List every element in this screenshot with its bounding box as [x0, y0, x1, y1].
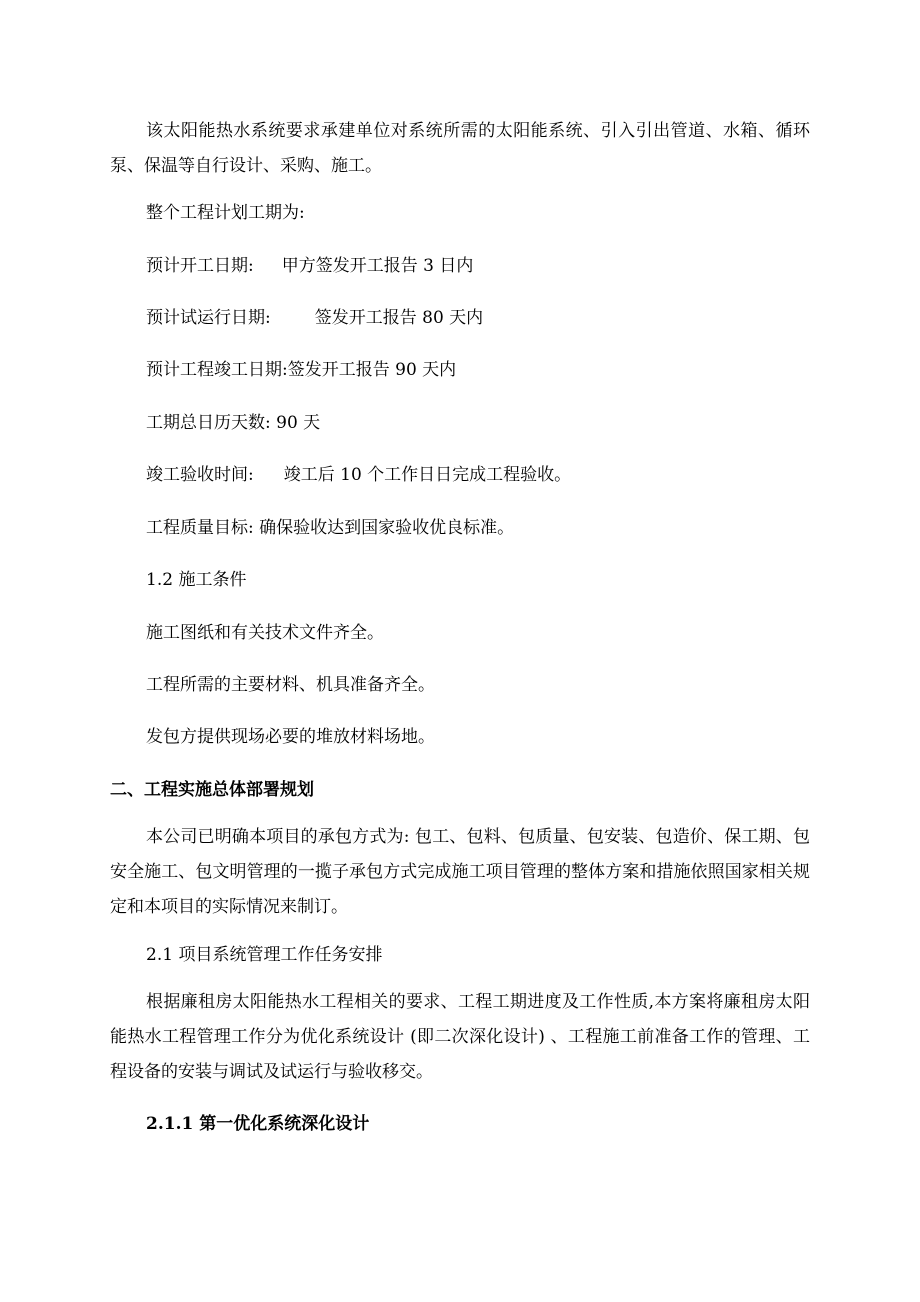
trial-date-label: 预计试运行日期:: [146, 308, 271, 328]
paragraph-condition-3: 发包方提供现场必要的堆放材料场地。: [146, 727, 435, 747]
start-date-label: 预计开工日期:: [146, 256, 254, 276]
trial-date-value: 签发开工报告 80 天内: [314, 308, 484, 328]
complete-date-value: 签发开工报告 90 天内: [287, 360, 457, 380]
paragraph-start-date: [110, 249, 810, 284]
section-heading-2: 二、工程实施总体部署规划: [110, 780, 314, 800]
paragraph-contract-mode: 本公司已明确本项目的承包方式为: 包工、包料、包质量、包安装、包造价、保工期、包安全施工、包文明管理的一揽子承包方式完成施工项目管理的整体方案和措施依照国家相关规定和本项目的实际情况来制订。: [110, 827, 810, 917]
paragraph-trial-date: [110, 301, 810, 336]
paragraph-schedule-title: 整个工程计划工期为:: [146, 203, 305, 223]
paragraph-intro: 该太阳能热水系统要求承建单位对系统所需的太阳能系统、引入引出管道、水箱、循环泵、保温等自行设计、采购、施工。: [110, 121, 810, 176]
paragraph-task-arrangement: 根据廉租房太阳能热水工程相关的要求、工程工期进度及工作性质,本方案将廉租房太阳能热水工程管理工作分为优化系统设计 (即二次深化设计) 、工程施工前准备工作的管理、工程设备的安装与调试及试运行与验收移交。: [110, 992, 810, 1082]
section-2-1-title: 2.1 项目系统管理工作任务安排: [146, 945, 383, 965]
complete-date-label: 预计工程竣工日期:: [146, 360, 288, 380]
paragraph-complete-date: [110, 353, 810, 388]
paragraph-condition-1: 施工图纸和有关技术文件齐全。: [146, 623, 384, 643]
paragraph-total-days: 工期总日历天数: 90 天: [146, 413, 321, 433]
paragraph-quality-goal: 工程质量目标: 确保验收达到国家验收优良标准。: [146, 518, 515, 538]
section-2-1-1-title: 2.1.1 第一优化系统深化设计: [146, 1114, 370, 1134]
paragraph-acceptance-time: [110, 458, 810, 493]
acceptance-time-label: 竣工验收时间:: [146, 465, 254, 485]
acceptance-time-value: 竣工后 10 个工作日日完成工程验收。: [283, 465, 572, 485]
start-date-value: 甲方签发开工报告 3 日内: [281, 256, 474, 276]
paragraph-condition-2: 工程所需的主要材料、机具准备齐全。: [146, 675, 435, 695]
section-1-2-title: 1.2 施工条件: [146, 570, 247, 590]
